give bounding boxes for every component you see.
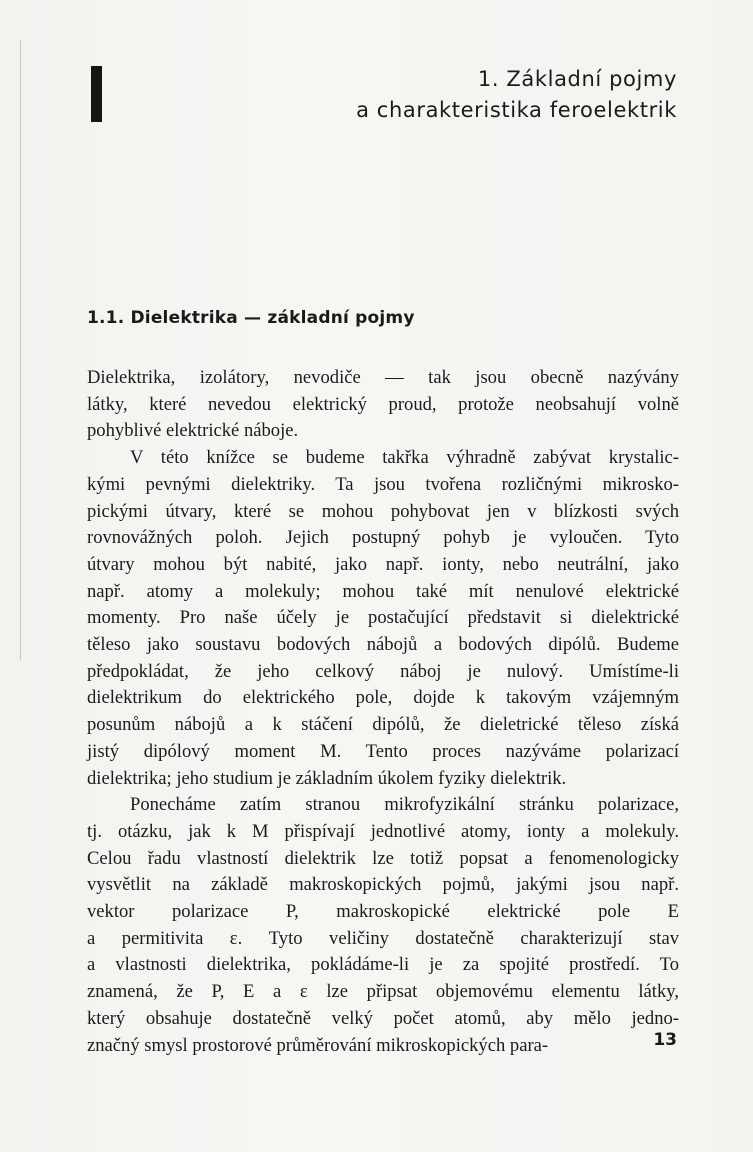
text-line: a permitivita ε. Tyto veličiny dostatečně charakterizují stav (87, 927, 679, 949)
text-line: rovnovážných poloh. Jejich postupný pohyb je vyloučen. Tyto (87, 527, 679, 549)
text-line: útvary mohou být nabité, jako např. ionty, nebo neutrální, jako (87, 553, 679, 575)
text-line: který obsahuje dostatečně velký počet atomů, aby mělo jedno- (87, 1007, 679, 1029)
text-line: dielektrika; jeho studium je základním úkolem fyziky dielektrik. (87, 767, 567, 789)
page-number: 13 (653, 1030, 677, 1050)
page-edge-shadow (20, 40, 21, 660)
text-line: dielektrikum do elektrického pole, dojde k takovým vzájemným (87, 687, 679, 709)
chapter-title-line: 1. Základní pojmy (477, 67, 677, 91)
chapter-title-line: a charakteristika feroelektrik (356, 98, 677, 122)
text-line: a vlastnosti dielektrika, pokládáme-li je za spojité prostředí. To (87, 954, 679, 976)
text-line: kými pevnými dielektriky. Ta jsou tvořena rozličnými mikrosko- (87, 473, 679, 495)
text-line: jistý dipólový moment M. Tento proces nazýváme polarizací (87, 740, 679, 762)
text-line: pohyblivé elektrické náboje. (87, 420, 299, 442)
text-line: vysvětlit na základě makroskopických pojmů, jakými jsou např. (87, 874, 679, 896)
text-line: posunům nábojů a k stáčení dipólů, že dieletrické těleso získá (87, 714, 679, 736)
text-line: značný smysl prostorové průměrování mikroskopických para- (87, 1034, 549, 1056)
text-line: Dielektrika, izolátory, nevodiče — tak jsou obecně nazývány (87, 367, 679, 388)
text-line: Ponecháme zatím stranou mikrofyzikální stránku polarizace, (130, 794, 679, 816)
text-line: V této knížce se budeme takřka výhradně zabývat krystalic- (130, 447, 679, 469)
paragraph (87, 365, 679, 445)
body-text (87, 365, 679, 1059)
text-line: znamená, že P, E a ε lze připsat objemovému elementu látky, (87, 981, 679, 1003)
text-line: pickými útvary, které se mohou pohybovat jen v blízkosti svých (87, 500, 679, 522)
text-line: momenty. Pro naše účely je postačující představit si dielektrické (87, 607, 679, 629)
text-line: těleso jako soustavu bodových nábojů a bodových dipólů. Budeme (87, 634, 679, 656)
chapter-title (356, 64, 677, 126)
paragraph (87, 792, 679, 1059)
section-heading: 1.1. Dielektrika — základní pojmy (87, 308, 415, 328)
text-line: např. atomy a molekuly; mohou také mít nenulové elektrické (87, 580, 679, 602)
text-line: látky, které nevedou elektrický proud, protože neobsahují volně (87, 393, 679, 415)
text-line: předpokládat, že jeho celkový náboj je nulový. Umístíme-li (87, 660, 679, 682)
paragraph (87, 445, 679, 792)
text-line: vektor polarizace P, makroskopické elektrické pole E (87, 901, 679, 923)
text-line: Celou řadu vlastností dielektrik lze totiž popsat a fenomenologicky (87, 847, 679, 869)
text-line: tj. otázku, jak k M přispívají jednotlivé atomy, ionty a molekuly. (87, 820, 679, 842)
chapter-numeral (91, 66, 102, 122)
